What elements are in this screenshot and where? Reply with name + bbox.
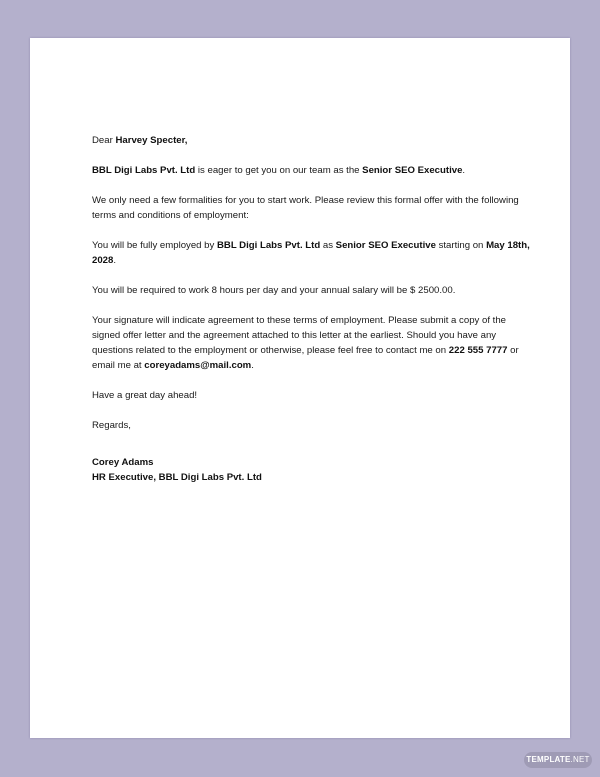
employment-text-b: as — [320, 240, 336, 251]
signature-text-b: or email me at — [92, 345, 519, 371]
company-name: BBL Digi Labs Pvt. Ltd — [92, 165, 196, 176]
closing: Regards, — [92, 420, 131, 431]
contact-email: coreyadams@mail.com — [144, 360, 252, 371]
salutation — [92, 133, 532, 148]
intro-end: . — [462, 165, 466, 176]
offer-letter-body — [92, 133, 532, 485]
watermark-bold: TEMPLATE — [526, 755, 571, 764]
signer-name: Corey Adams — [92, 457, 154, 468]
intro-paragraph — [92, 163, 532, 178]
letter-page — [30, 38, 570, 738]
formalities-paragraph: We only need a few formalities for you to start work. Please review this formal offer with the following terms and conditions of employment: — [92, 195, 519, 221]
salutation-prefix: Dear — [92, 135, 116, 146]
signature-paragraph — [92, 313, 532, 373]
farewell: Have a great day ahead! — [92, 390, 198, 401]
signer-title: HR Executive, BBL Digi Labs Pvt. Ltd — [92, 472, 262, 483]
salary-paragraph: You will be required to work 8 hours per day and your annual salary will be $ 2500.00. — [92, 285, 456, 296]
recipient-name: Harvey Specter, — [115, 135, 188, 146]
contact-phone: 222 555 7777 — [448, 345, 508, 356]
employment-text-a: You will be fully employed by — [92, 240, 217, 251]
position-title: Senior SEO Executive — [362, 165, 463, 176]
start-date: May 18th, 2028 — [92, 240, 530, 266]
intro-text: is eager to get you on our team as the — [195, 165, 363, 176]
watermark-light: .NET — [570, 755, 590, 764]
template-net-watermark — [524, 752, 592, 768]
employment-end: . — [113, 255, 117, 266]
signer-block — [92, 455, 532, 485]
position-title: Senior SEO Executive — [335, 240, 436, 251]
company-name: BBL Digi Labs Pvt. Ltd — [216, 240, 321, 251]
signature-text-a: Your signature will indicate agreement to these terms of employment. Please submit a copy of the signed offer letter and the agreement attached to this letter at the earliest. Should you have any questions related to the employment or otherwise, please feel free to contact me on — [92, 315, 506, 356]
employment-text-c: starting on — [435, 240, 487, 251]
signature-end: . — [251, 360, 254, 371]
employment-paragraph — [92, 238, 532, 268]
